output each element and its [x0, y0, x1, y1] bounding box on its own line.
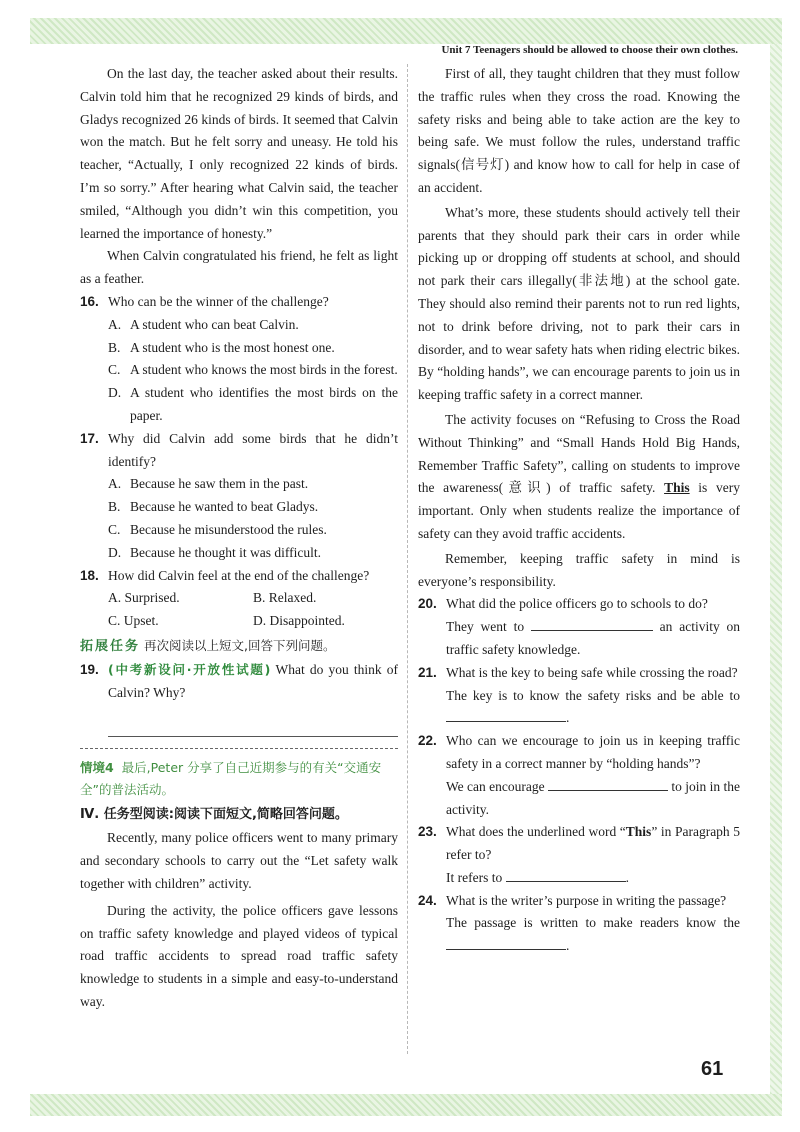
question-20	[418, 593, 740, 616]
option-b[interactable]: B. Relaxed.	[253, 590, 317, 606]
option-d[interactable]: D. Because he thought it was difficult.	[108, 544, 321, 560]
question-tag: (中考新设问·开放性试题)	[108, 661, 271, 677]
running-header: Unit 7 Teenagers should be allowed to choose their own clothes.	[441, 44, 738, 56]
answer-blank[interactable]	[446, 707, 566, 722]
question-21	[418, 662, 740, 685]
question-number: 16.	[80, 293, 99, 309]
column-divider	[407, 64, 408, 1054]
question-text: How did Calvin feel at the end of the challenge?	[108, 567, 370, 583]
question-number: 22.	[418, 733, 437, 749]
option-a[interactable]: A. Surprised.	[108, 590, 180, 606]
option-d[interactable]: D. Disappointed.	[253, 613, 345, 629]
option-c[interactable]: C. Because he misunderstood the rules.	[108, 521, 327, 537]
question-18	[80, 565, 398, 588]
option-b[interactable]: B. A student who is the most honest one.	[108, 339, 335, 355]
option-c[interactable]: C. A student who knows the most birds in the forest.	[108, 362, 398, 378]
option-a[interactable]: A. Because he saw them in the past.	[108, 476, 309, 492]
question-text: Who can be the winner of the challenge?	[108, 293, 329, 309]
question-19	[80, 659, 398, 705]
extension-task	[80, 635, 398, 659]
answer-blank[interactable]	[446, 935, 566, 950]
page-number: 61	[701, 1058, 724, 1080]
passage-paragraph: During the activity, the police officers gave lessons on traffic safety knowledge and played videos of typical road traffic accidents to spread road traffic safety knowledge to students in a simple and easy-to-understand way.	[80, 902, 398, 1009]
question-22	[418, 730, 740, 776]
option-row	[80, 610, 398, 633]
question-text: Who can we encourage to join us in keeping traffic safety in a correct manner by “holding hands”?	[446, 733, 740, 771]
bottom-decor-band	[30, 1094, 782, 1116]
answer-sentence: The passage is written to make readers know the .	[446, 915, 740, 954]
passage-paragraph: What’s more, these students should actively tell their parents that they should park their cars in order while picking up or dropping off students at school, and should not park their cars illegally(非法地) at the school gate. They should also remind their parents not to run red lights, not to drink before driving, not to park their cars in disorder, and to wear safety hats when riding electric bikes. By “holding hands”, we can encourage parents to join us in keeping traffic safety in a correct manner.	[418, 204, 740, 403]
question-text: What did the police officers go to schools to do?	[446, 596, 708, 612]
option-d[interactable]: D. A student who identifies the most birds on the paper.	[108, 385, 398, 423]
question-text: Why did Calvin add some birds that he didn’t identify?	[108, 430, 398, 469]
scenario-text: 最后,Peter 分享了自己近期参与的有关“交通安全”的普法活动。	[80, 760, 382, 798]
question-number: 21.	[418, 664, 437, 680]
answer-blank[interactable]	[548, 776, 668, 791]
question-23: 23. What does the underlined word “This” in Paragraph 5 refer to?	[418, 821, 740, 867]
story-paragraph: On the last day, the teacher asked about their results. Calvin told him that he recognized 29 kinds of birds, and Gladys recognized 26 kinds of birds. It seemed that Calvin won the match. But he felt sorry and uneasy. He told his teacher, “Actually, I only recognized 22 kinds of birds. I’m so sorry.” After hearing what Calvin said, the teacher smiled, “Although you didn’t win this competition, you learned the importance of honesty.”	[80, 66, 398, 241]
option-row	[80, 587, 398, 610]
answer-sentence: The key is to know the safety risks and be able to .	[446, 687, 740, 726]
option-b[interactable]: B. Because he wanted to beat Gladys.	[108, 499, 319, 515]
question-number: 19.	[80, 661, 99, 677]
story-paragraph: When Calvin congratulated his friend, he felt as light as a feather.	[80, 248, 398, 287]
section-title: Ⅳ. 任务型阅读:阅读下面短文,简略回答问题。	[80, 807, 348, 823]
answer-sentence: We can encourage to join in the activity.	[418, 776, 740, 822]
question-number: 24.	[418, 892, 437, 908]
underlined-word: This	[664, 480, 690, 496]
right-column	[418, 63, 740, 958]
option-c[interactable]: C. Upset.	[108, 613, 159, 629]
question-number: 20.	[418, 596, 437, 612]
task-label: 拓展任务	[80, 638, 141, 654]
question-17	[80, 428, 398, 474]
passage-paragraph: The activity focuses on “Refusing to Cross the Road Without Thinking” and “Small Hands Hold Big Hands, Remember Traffic Safety”, calling on students to improve the awareness(意识) of traffic safety. This is very important. Only when students realize the importance of safety can they avoid traffic accidents.	[418, 411, 740, 541]
answer-blank[interactable]	[506, 867, 626, 882]
quoted-word: This	[625, 824, 652, 840]
question-number: 17.	[80, 430, 99, 446]
passage-paragraph: Remember, keeping traffic safety in mind is everyone’s responsibility.	[418, 550, 740, 589]
passage-paragraph: Recently, many police officers went to many primary and secondary schools to carry out the “Let safety walk together with children” activity.	[80, 830, 398, 891]
question-text: What is the writer’s purpose in writing the passage?	[446, 892, 727, 908]
answer-sentence: They went to an activity on traffic safety knowledge.	[418, 616, 740, 662]
right-decor-band	[770, 44, 782, 1094]
question-16	[80, 291, 398, 314]
answer-blank[interactable]	[531, 616, 653, 631]
scenario-box	[80, 748, 398, 801]
question-number: 23.	[418, 824, 437, 840]
option-a[interactable]: A. A student who can beat Calvin.	[108, 316, 299, 332]
scenario-tag: 情境4	[80, 760, 114, 776]
answer-sentence: It refers to .	[418, 867, 740, 890]
answer-line[interactable]	[108, 736, 398, 738]
left-column	[80, 63, 398, 1014]
top-decor-band	[30, 18, 782, 44]
task-instruction: 再次阅读以上短文,回答下列问题。	[144, 637, 336, 653]
passage-paragraph: First of all, they taught children that they must follow the traffic rules when they cross the road. Knowing the safety risks and being able to take action are the key to being safe. We must follow the rules, understand traffic signals(信号灯) and know how to call for help in case of an accident.	[418, 66, 740, 195]
question-text: What is the key to being safe while crossing the road?	[446, 664, 738, 680]
question-text: What do you think of Calvin? Why?	[108, 661, 398, 700]
question-24	[418, 890, 740, 913]
question-number: 18.	[80, 567, 99, 583]
